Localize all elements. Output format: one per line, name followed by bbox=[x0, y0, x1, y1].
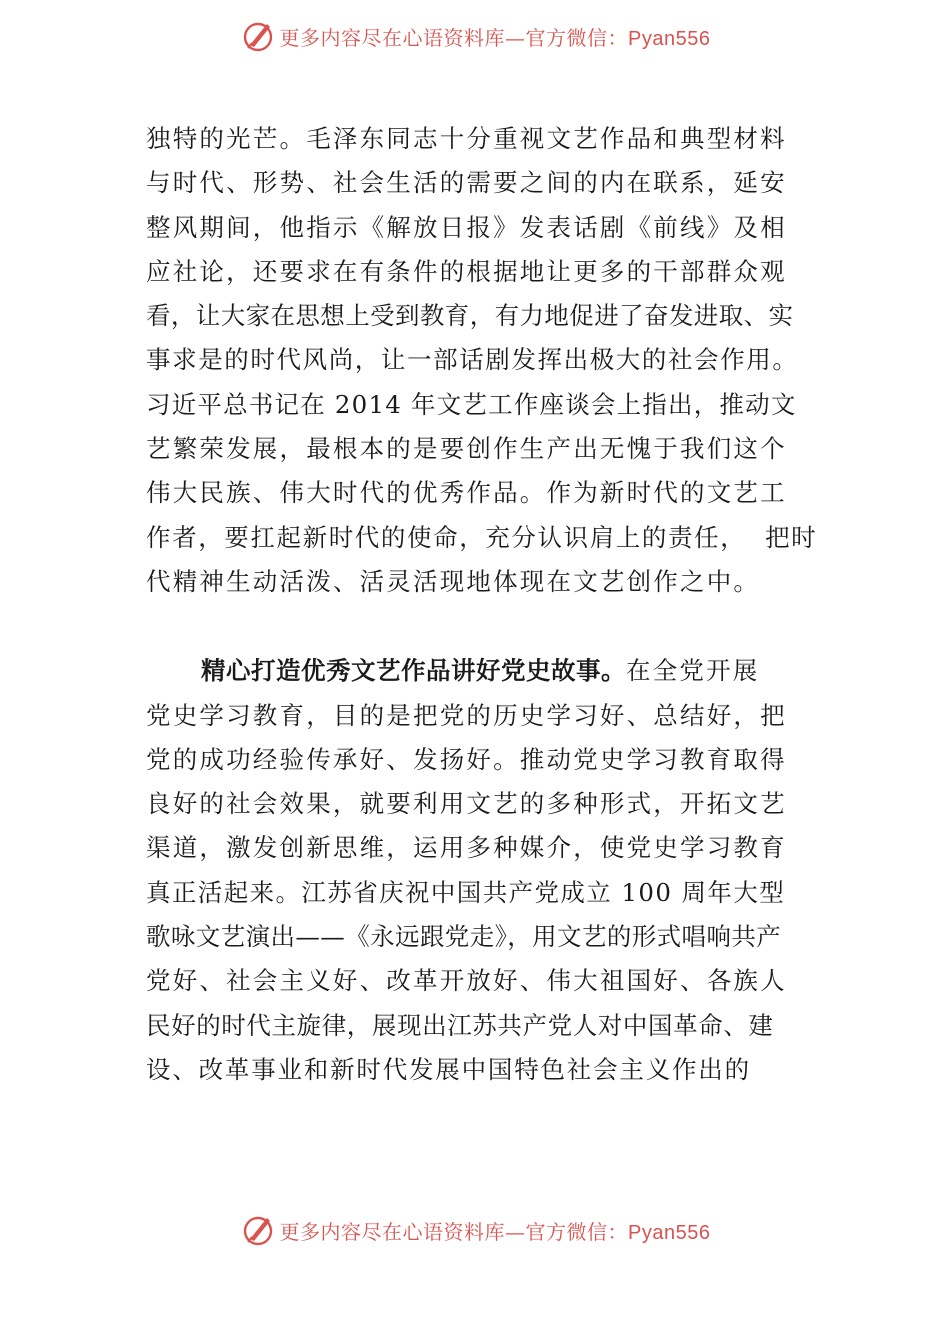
quill-pen-logo-icon bbox=[240, 1212, 276, 1248]
header-banner bbox=[0, 16, 950, 56]
paragraph-2 bbox=[146, 649, 846, 1092]
paragraph-first-line bbox=[146, 649, 846, 693]
text-line: 整风期间，他指示《解放日报》发表话剧《前线》及相 bbox=[146, 212, 787, 242]
text-line: 党好、社会主义好、改革开放好、伟大祖国好、各族人 bbox=[146, 966, 787, 996]
footer-slogan: 更多内容尽在心语资料库—官方微信： bbox=[279, 1219, 629, 1244]
text-line: 歌咏文艺演出——《永远跟党走》，用文艺的形式唱响共产 bbox=[146, 922, 782, 952]
header-wechat-id: Pyan556 bbox=[628, 27, 711, 50]
text-line: 与时代、形势、社会生活的需要之间的内在联系，延安 bbox=[146, 168, 787, 198]
text-line: 良好的社会效果，就要利用文艺的多种形式，开拓文艺 bbox=[146, 789, 787, 819]
footer-banner bbox=[0, 1210, 950, 1250]
text-line: 真正活起来。江苏省庆祝中国共产党成立 100 周年大型 bbox=[146, 877, 786, 907]
text-line: 党史学习教育，目的是把党的历史学习好、总结好，把 bbox=[146, 700, 787, 730]
document-body bbox=[146, 117, 846, 1092]
footer-text bbox=[280, 1216, 711, 1245]
text-line: 艺繁荣发展，最根本的是要创作生产出无愧于我们这个 bbox=[146, 434, 787, 464]
header-slogan: 更多内容尽在心语资料库—官方微信： bbox=[279, 25, 629, 50]
paragraph-1 bbox=[146, 117, 846, 604]
text-line: 独特的光芒。毛泽东同志十分重视文艺作品和典型材料 bbox=[146, 124, 787, 153]
text-line: 代精神生动活泼、活灵活现地体现在文艺创作之中。 bbox=[146, 566, 761, 596]
text-line: 应社论，还要求在有条件的根据地让更多的干部群众观 bbox=[146, 256, 787, 286]
text-line: 看，让大家在思想上受到教育，有力地促进了奋发进取、实 bbox=[146, 301, 794, 331]
text-line: 渠道，激发创新思维，运用多种媒介，使党史学习教育 bbox=[146, 833, 787, 863]
paragraph-lead-heading: 精心打造优秀文艺作品讲好党史故事。 bbox=[201, 656, 626, 686]
text-line: 设、改革事业和新时代发展中国特色社会主义作出的 bbox=[146, 1054, 751, 1084]
text-fragment: 在全党开展 bbox=[626, 656, 760, 686]
text-line: 习近平总书记在 2014 年文艺工作座谈会上指出，推动文 bbox=[146, 389, 797, 419]
text-line: 伟大民族、伟大时代的优秀作品。作为新时代的文艺工 bbox=[146, 478, 787, 508]
footer-wechat-id: Pyan556 bbox=[628, 1221, 711, 1244]
quill-pen-logo-icon bbox=[240, 18, 276, 54]
paragraph-gap bbox=[146, 604, 846, 649]
text-line: 作者，要扛起新时代的使命，充分认识肩上的责任， 把时 bbox=[146, 522, 818, 552]
text-line: 事求是的时代风尚，让一部话剧发挥出极大的社会作用。 bbox=[146, 345, 799, 375]
header-text bbox=[280, 22, 711, 51]
text-line: 党的成功经验传承好、发扬好。推动党史学习教育取得 bbox=[146, 744, 787, 774]
text-line: 民好的时代主旋律，展现出江苏共产党人对中国革命、建 bbox=[146, 1010, 774, 1040]
